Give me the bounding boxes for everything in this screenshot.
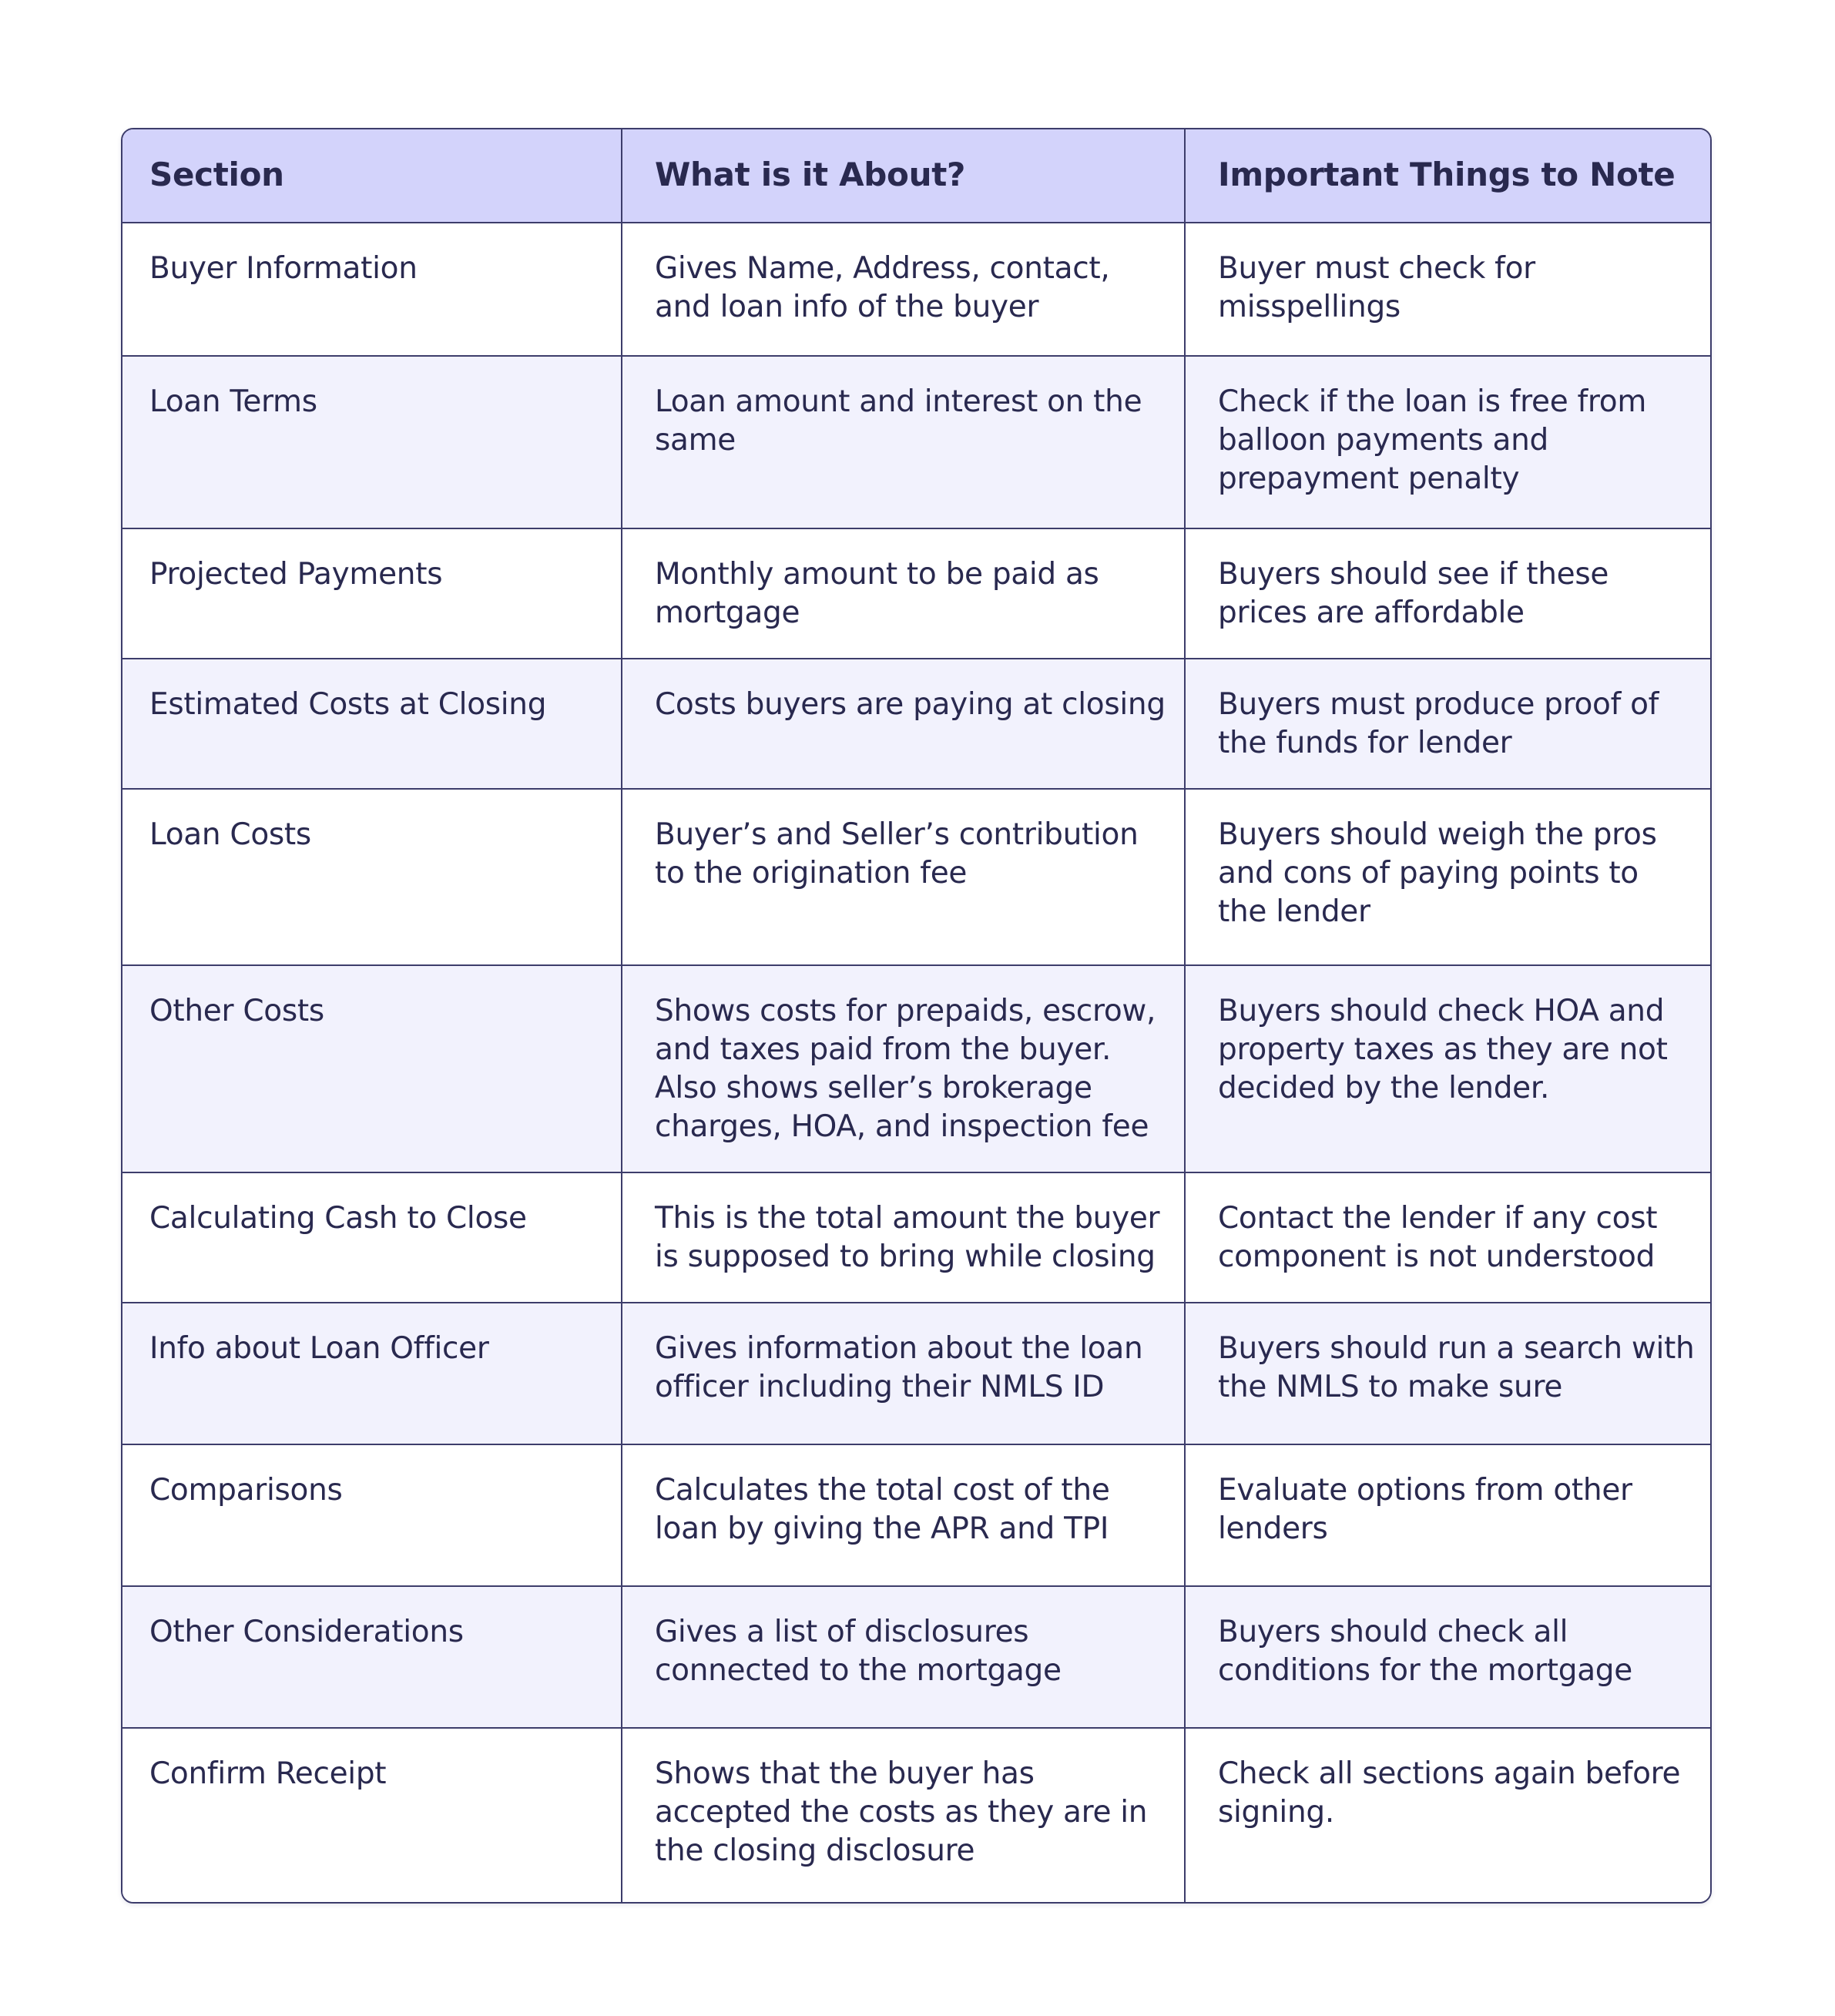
cell-section: Loan Terms <box>122 356 622 528</box>
closing-disclosure-table <box>122 129 1710 1902</box>
cell-section: Other Costs <box>122 965 622 1172</box>
header-section: Section <box>122 129 622 223</box>
header-what-is-it-about: What is it About? <box>622 129 1185 223</box>
table-row <box>122 965 1710 1172</box>
table-row <box>122 1172 1710 1303</box>
table-row <box>122 356 1710 528</box>
table-row <box>122 1586 1710 1728</box>
cell-note: Buyers should check HOA and property taxes as they are not decided by the lender. <box>1185 965 1710 1172</box>
table-row <box>122 528 1710 659</box>
cell-section: Buyer Information <box>122 223 622 356</box>
cell-about: Gives Name, Address, contact, and loan info of the buyer <box>622 223 1185 356</box>
cell-section: Other Considerations <box>122 1586 622 1728</box>
cell-about: Buyer’s and Seller’s contribution to the origination fee <box>622 789 1185 965</box>
cell-note: Check if the loan is free from balloon payments and prepayment penalty <box>1185 356 1710 528</box>
header-important-things: Important Things to Note <box>1185 129 1710 223</box>
table-row <box>122 1728 1710 1902</box>
cell-about: Loan amount and interest on the same <box>622 356 1185 528</box>
cell-about: Shows that the buyer has accepted the costs as they are in the closing disclosure <box>622 1728 1185 1902</box>
cell-about: Calculates the total cost of the loan by giving the APR and TPI <box>622 1444 1185 1586</box>
table-header-row <box>122 129 1710 223</box>
cell-section: Estimated Costs at Closing <box>122 659 622 789</box>
cell-about: Costs buyers are paying at closing <box>622 659 1185 789</box>
cell-note: Buyers must produce proof of the funds for lender <box>1185 659 1710 789</box>
cell-note: Buyers should see if these prices are affordable <box>1185 528 1710 659</box>
cell-about: Gives a list of disclosures connected to the mortgage <box>622 1586 1185 1728</box>
cell-about: This is the total amount the buyer is supposed to bring while closing <box>622 1172 1185 1303</box>
cell-section: Info about Loan Officer <box>122 1303 622 1444</box>
cell-about: Monthly amount to be paid as mortgage <box>622 528 1185 659</box>
cell-note: Buyers should check all conditions for the mortgage <box>1185 1586 1710 1728</box>
cell-note: Buyers should run a search with the NMLS to make sure <box>1185 1303 1710 1444</box>
cell-section: Calculating Cash to Close <box>122 1172 622 1303</box>
table-row <box>122 659 1710 789</box>
cell-note: Buyers should weigh the pros and cons of paying points to the lender <box>1185 789 1710 965</box>
cell-note: Buyer must check for misspellings <box>1185 223 1710 356</box>
table-row <box>122 1444 1710 1586</box>
table-row <box>122 223 1710 356</box>
cell-about: Gives information about the loan officer including their NMLS ID <box>622 1303 1185 1444</box>
cell-about: Shows costs for prepaids, escrow, and taxes paid from the buyer. Also shows seller’s brokerage charges, HOA, and inspection fee <box>622 965 1185 1172</box>
cell-note: Evaluate options from other lenders <box>1185 1444 1710 1586</box>
table-row <box>122 1303 1710 1444</box>
cell-section: Confirm Receipt <box>122 1728 622 1902</box>
table-row <box>122 789 1710 965</box>
cell-section: Comparisons <box>122 1444 622 1586</box>
cell-note: Check all sections again before signing. <box>1185 1728 1710 1902</box>
closing-disclosure-table-container <box>121 128 1712 1904</box>
cell-section: Loan Costs <box>122 789 622 965</box>
cell-section: Projected Payments <box>122 528 622 659</box>
cell-note: Contact the lender if any cost component is not understood <box>1185 1172 1710 1303</box>
